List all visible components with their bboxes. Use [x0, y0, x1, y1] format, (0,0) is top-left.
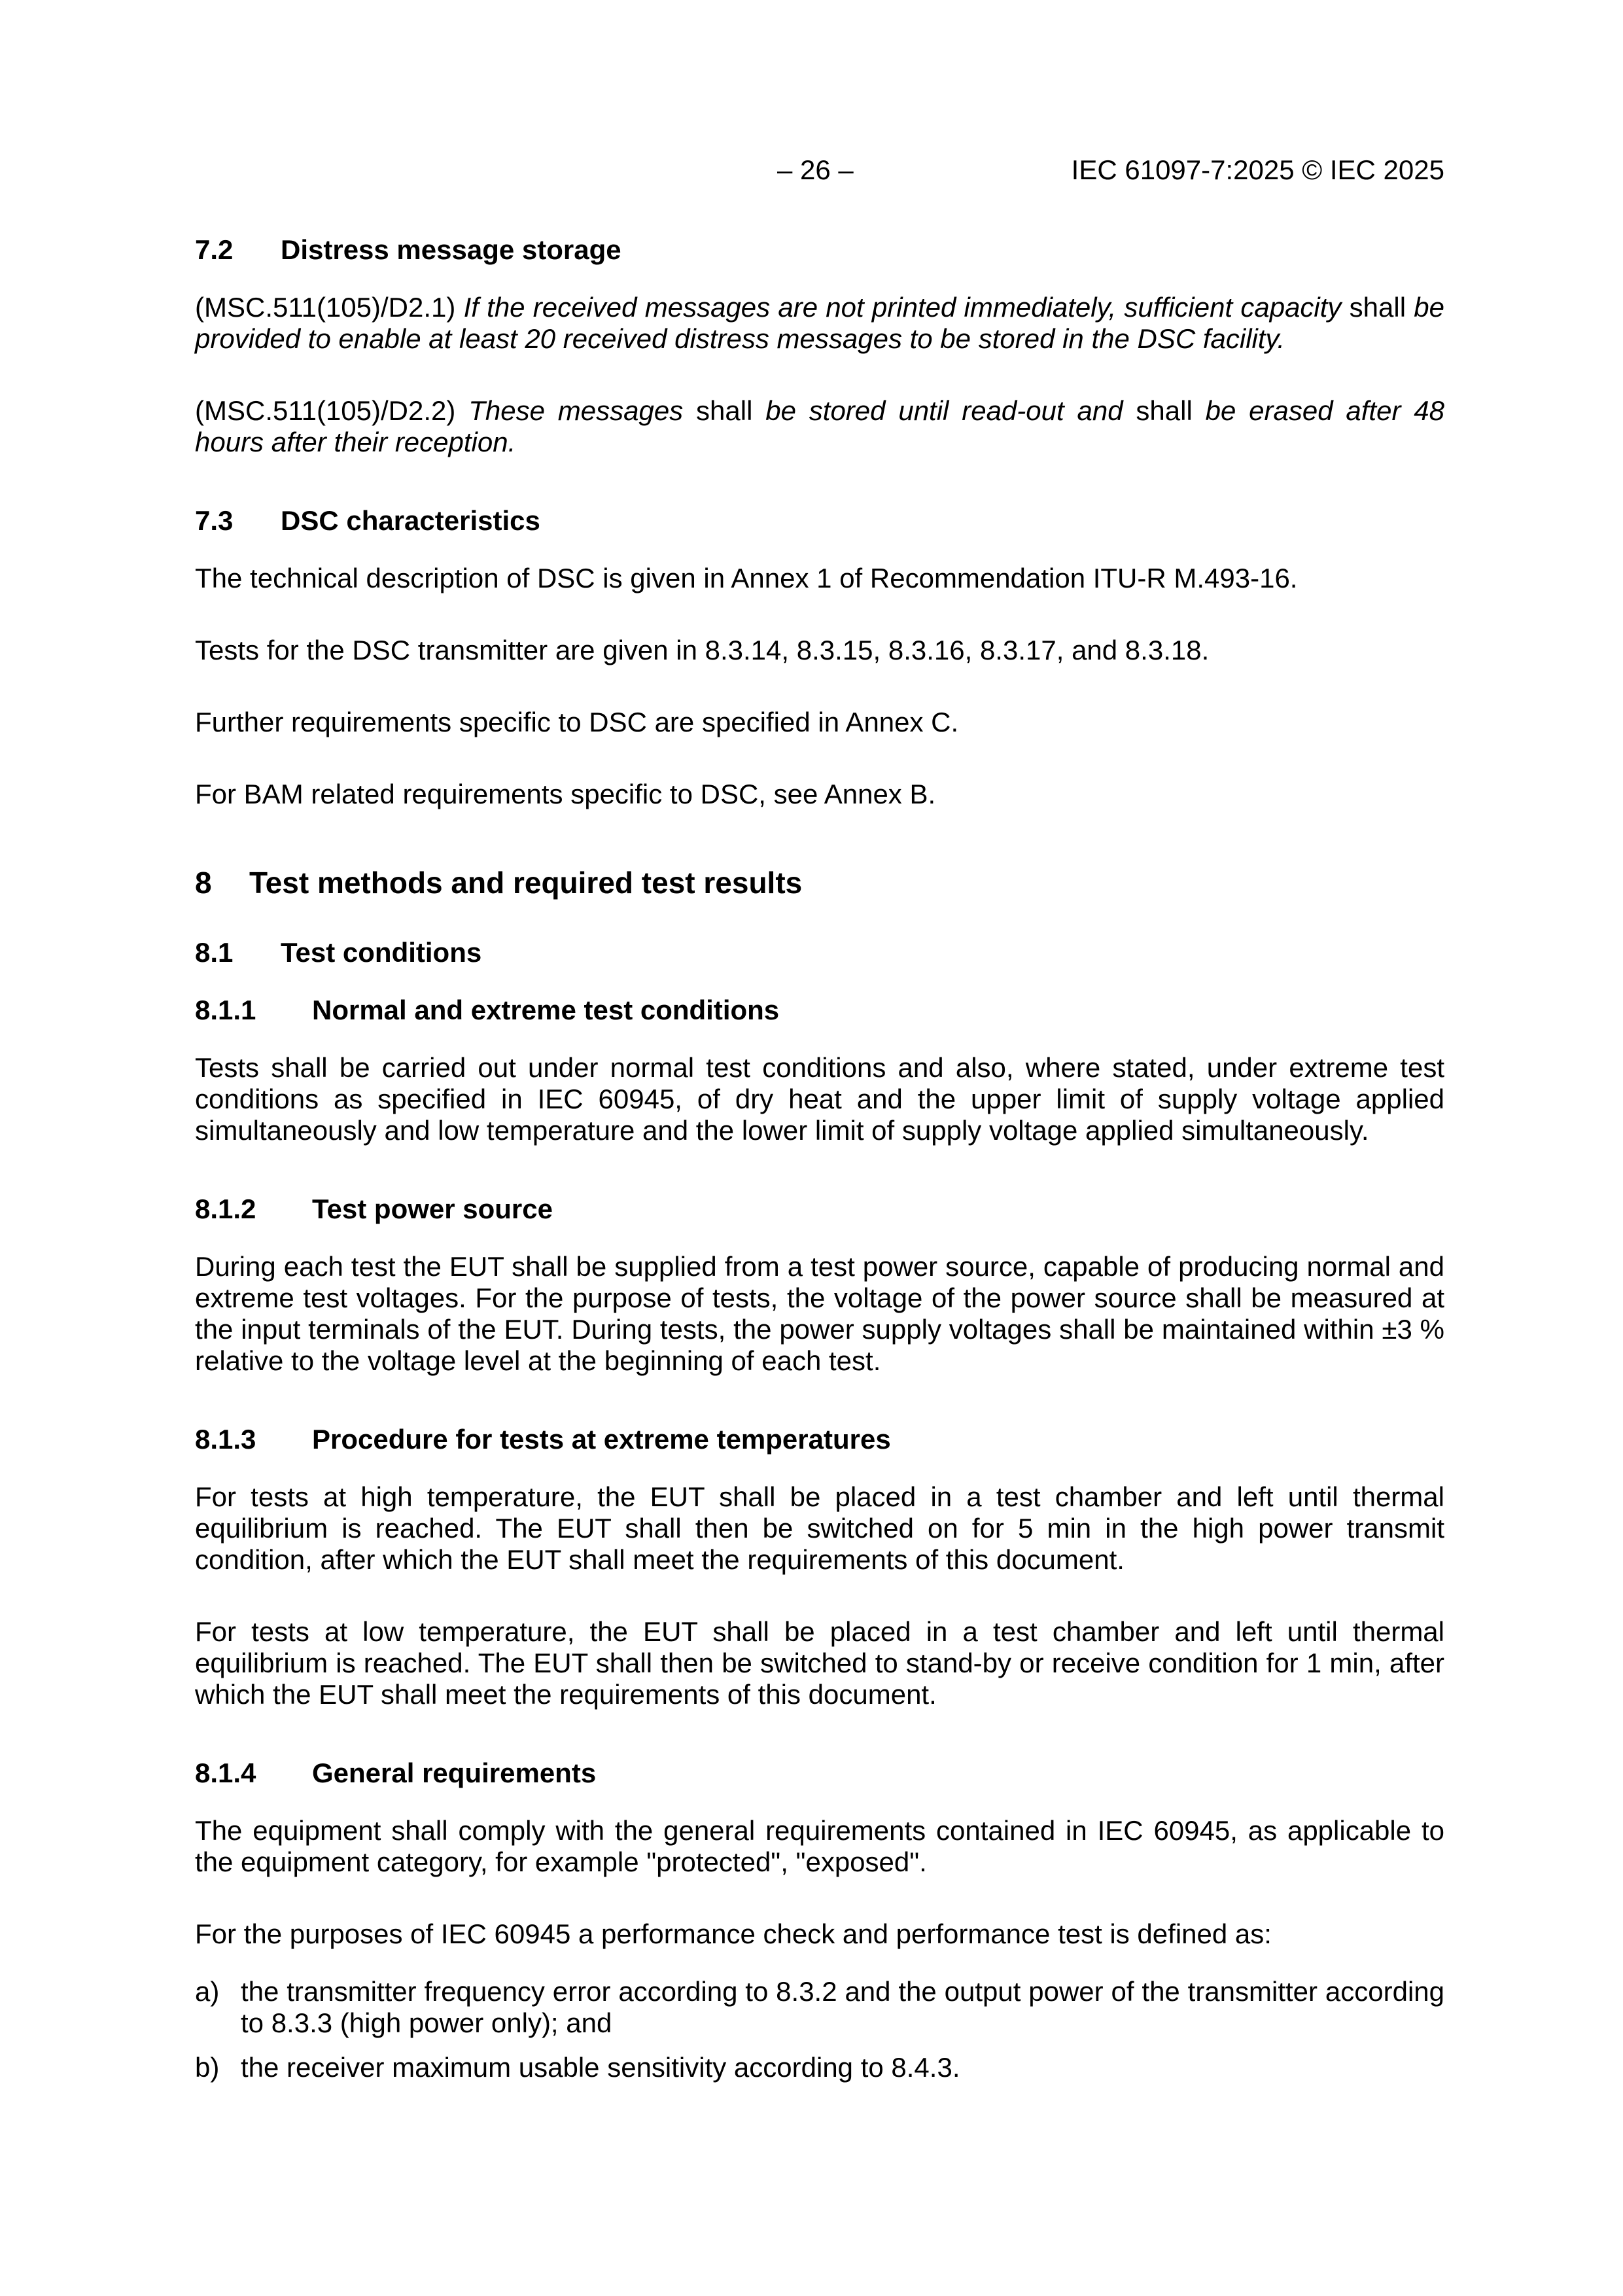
- document-page: [195, 154, 1444, 2083]
- paragraph-d2-2: [195, 395, 1444, 458]
- paragraph: Tests for the DSC transmitter are given in 8.3.14, 8.3.15, 8.3.16, 8.3.17, and 8.3.18.: [195, 635, 1210, 665]
- section-heading-8-1-3: [195, 1424, 1444, 1455]
- paragraph: For tests at low temperature, the EUT shall be placed in a test chamber and left until thermal equilibrium is reached. The EUT shall then be switched to stand-by or receive condition for 1 min, after which the EUT shall meet the requirements of this document.: [195, 1616, 1444, 1710]
- paragraph: Further requirements specific to DSC are specified in Annex C.: [195, 707, 959, 737]
- plain-text: shall: [683, 395, 766, 426]
- section-title: Distress message storage: [281, 234, 621, 265]
- section-title: Test methods and required test results: [249, 866, 803, 900]
- section-number: 8.1: [195, 937, 234, 968]
- section-number: 8.1.4: [195, 1757, 256, 1788]
- paragraph: The technical description of DSC is given in Annex 1 of Recommendation ITU-R M.493-16.: [195, 563, 1298, 593]
- page-number: – 26 –: [777, 154, 854, 185]
- reference-text: (MSC.511(105)/D2.2): [195, 395, 469, 426]
- section-title: Procedure for tests at extreme temperatures: [312, 1424, 891, 1455]
- section-heading-8-1: [195, 937, 1444, 968]
- paragraph: For tests at high temperature, the EUT shall be placed in a test chamber and left until thermal equilibrium is reached. The EUT shall then be switched on for 5 min in the high power transmit condition, after which the EUT shall meet the requirements of this document.: [195, 1481, 1444, 1575]
- paragraph-d2-1: [195, 292, 1444, 355]
- quoted-text: be provided to enable at least 20 received distress messages to be stored in the DSC facility.: [195, 292, 1444, 354]
- section-heading-8: [195, 865, 1444, 900]
- paragraph: Tests shall be carried out under normal test conditions and also, where stated, under extreme test conditions as specified in IEC 60945, of dry heat and the upper limit of supply voltage applied simultaneously and low temperature and the lower limit of supply voltage applied simultaneously.: [195, 1052, 1444, 1146]
- section-title: General requirements: [312, 1757, 597, 1788]
- list-text: the transmitter frequency error according to 8.3.2 and the output power of the transmitter according to 8.3.3 (high power only); and: [241, 1976, 1444, 2038]
- list-item: [195, 2052, 1444, 2083]
- section-number: 8.1.1: [195, 995, 256, 1025]
- list-text: the receiver maximum usable sensitivity according to 8.4.3.: [241, 2052, 960, 2083]
- list-marker: a): [195, 1976, 220, 2007]
- quoted-text: be stored until read-out and: [765, 395, 1123, 426]
- quoted-text: If the received messages are not printed immediately, sufficient capacity: [463, 292, 1342, 323]
- section-number: 8.1.3: [195, 1424, 256, 1455]
- section-title: Test conditions: [281, 937, 482, 968]
- paragraph: The equipment shall comply with the general requirements contained in IEC 60945, as applicable to the equipment category, for example "protected", "exposed".: [195, 1815, 1444, 1877]
- paragraph: For the purposes of IEC 60945 a performance check and performance test is defined as:: [195, 1918, 1272, 1949]
- section-title: Test power source: [312, 1193, 553, 1224]
- section-number: 8.1.2: [195, 1193, 256, 1224]
- section-number: 7.3: [195, 505, 234, 536]
- list-marker: b): [195, 2052, 220, 2083]
- plain-text: shall: [1341, 292, 1414, 323]
- section-heading-7-3: [195, 505, 1444, 537]
- reference-text: (MSC.511(105)/D2.1): [195, 292, 464, 323]
- plain-text: shall: [1123, 395, 1206, 426]
- quoted-text: These messages: [468, 395, 684, 426]
- section-number: 7.2: [195, 234, 234, 265]
- section-heading-8-1-2: [195, 1193, 1444, 1225]
- section-heading-8-1-1: [195, 995, 1444, 1026]
- section-heading-8-1-4: [195, 1757, 1444, 1789]
- page-header: [195, 154, 1444, 194]
- paragraph: During each test the EUT shall be supplied from a test power source, capable of producing normal and extreme test voltages. For the purpose of tests, the voltage of the power source shall be measured at the input terminals of the EUT. During tests, the power supply voltages shall be maintained within ±3 % relative to the voltage level at the beginning of each test.: [195, 1251, 1444, 1376]
- paragraph: For BAM related requirements specific to DSC, see Annex B.: [195, 779, 936, 809]
- definition-list: [195, 1976, 1444, 2083]
- section-title: Normal and extreme test conditions: [312, 995, 780, 1025]
- document-id: IEC 61097-7:2025 © IEC 2025: [1071, 154, 1444, 185]
- section-heading-7-2: [195, 234, 1444, 266]
- section-title: DSC characteristics: [281, 505, 540, 536]
- quoted-text: be erased after 48 hours after their reception.: [195, 395, 1444, 457]
- list-item: [195, 1976, 1444, 2039]
- section-number: 8: [195, 866, 212, 900]
